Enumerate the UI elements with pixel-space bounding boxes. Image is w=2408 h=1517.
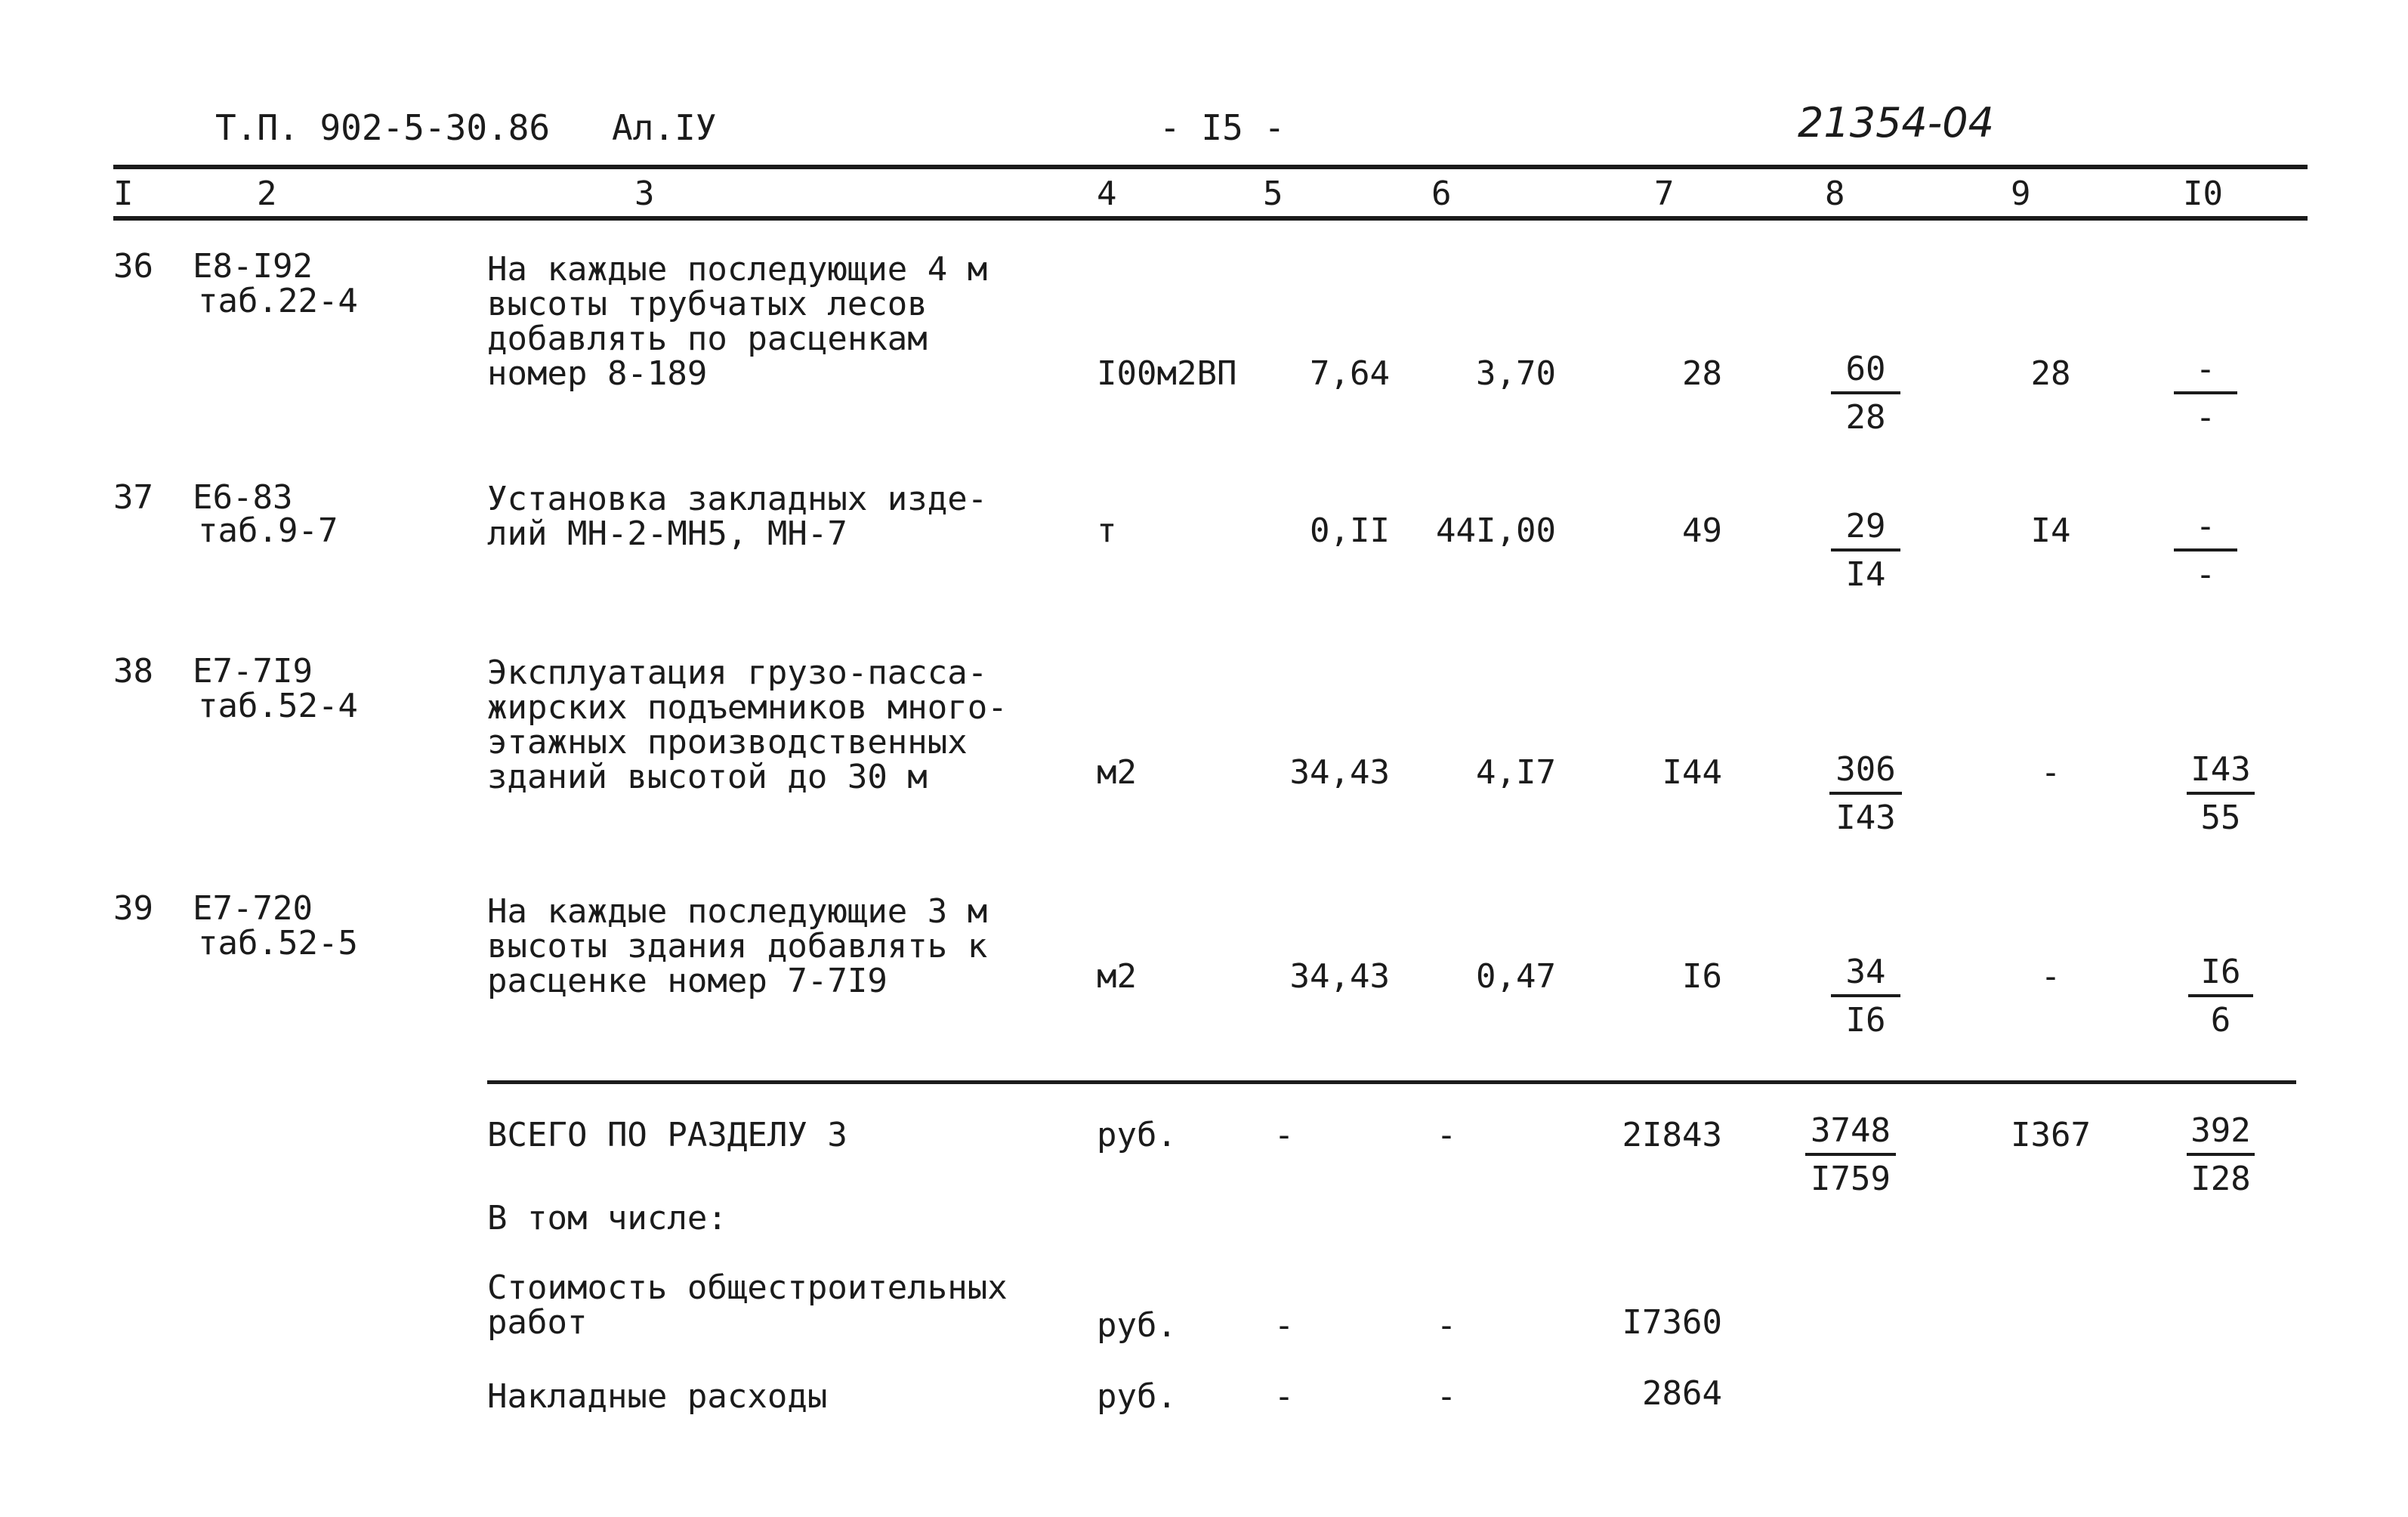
rate-table: таб.52-5 [198, 924, 358, 962]
work-description: На каждые последующие 3 м высоты здания добавлять к расценке номер 7-7I9 [487, 892, 988, 1000]
unit-price: - [1436, 1116, 1457, 1154]
column-number: 8 [1825, 175, 1845, 213]
col10-fraction: 392 I28 [2145, 1109, 2296, 1200]
quantity: 0,II [1310, 511, 1390, 550]
col10-fraction: - - [2130, 505, 2281, 595]
unit: руб. [1097, 1116, 1177, 1154]
row-number: 39 [113, 889, 153, 928]
column-number: 7 [1654, 175, 1675, 213]
total-cost: I44 [1662, 753, 1722, 792]
totals-divider [487, 1080, 2296, 1084]
total-cost: 2864 [1642, 1374, 1722, 1413]
unit: м2 [1097, 753, 1137, 792]
unit-price: 44I,00 [1436, 511, 1556, 550]
column-number: 3 [634, 175, 655, 213]
column-number: 9 [2011, 175, 2031, 213]
quantity: - [1273, 1116, 1295, 1154]
total-cost: 49 [1682, 511, 1722, 550]
col9-value: I367 [2011, 1116, 2091, 1154]
col10-fraction: I43 55 [2145, 748, 2296, 839]
unit: т [1097, 511, 1117, 550]
rate-table: таб.9-7 [198, 511, 338, 550]
unit-price: - [1436, 1377, 1457, 1416]
subtotal-label: Накладные расходы [487, 1377, 828, 1416]
col10-fraction: I6 6 [2145, 950, 2296, 1041]
total-cost: I7360 [1622, 1303, 1722, 1342]
unit-price: 4,I7 [1476, 753, 1556, 792]
rate-code: Е8-I92 [193, 247, 313, 286]
document-code: Т.П. 902-5-30.86 [215, 107, 551, 148]
header-bottom-rule [113, 216, 2308, 221]
col9-value: 28 [2030, 354, 2071, 393]
column-number: 5 [1263, 175, 1283, 213]
col8-fraction: 306 I43 [1790, 748, 1941, 839]
rate-code: Е7-720 [193, 889, 313, 928]
col8-fraction: 29 I4 [1790, 505, 1941, 595]
work-description: На каждые последующие 4 м высоты трубчатых лесов добавлять по расценкам номер 8-189 [487, 250, 988, 393]
header-top-rule [113, 165, 2308, 169]
unit-price: 0,47 [1476, 957, 1556, 996]
unit-price: 3,70 [1476, 354, 1556, 393]
row-number: 37 [113, 478, 153, 517]
unit: м2 [1097, 957, 1137, 996]
work-description: Установка закладных изде- лий МН-2-МН5, МН-7 [487, 480, 988, 553]
column-number: 6 [1431, 175, 1452, 213]
rate-code: Е7-7I9 [193, 652, 313, 691]
quantity: 34,43 [1289, 753, 1390, 792]
quantity: - [1273, 1306, 1295, 1345]
col9-value: - [2040, 957, 2061, 996]
unit-price: - [1436, 1306, 1457, 1345]
unit: руб. [1097, 1377, 1177, 1416]
col8-fraction: 60 28 [1790, 348, 1941, 438]
col9-value: - [2040, 753, 2061, 792]
including-label: В том числе: [487, 1199, 727, 1237]
col8-fraction: 34 I6 [1790, 950, 1941, 1041]
quantity: 7,64 [1310, 354, 1390, 393]
column-number: I [113, 175, 134, 213]
col10-fraction: - - [2130, 348, 2281, 438]
total-cost: I6 [1682, 957, 1722, 996]
archive-number: 21354-04 [1798, 99, 1994, 147]
col9-value: I4 [2030, 511, 2071, 550]
unit: I00м2ВП [1097, 354, 1237, 393]
column-number: 2 [257, 175, 277, 213]
work-description: Эксплуатация грузо-пасса- жирских подъемников много- этажных производственных зданий высотой до 30 м [487, 653, 1008, 796]
album-label: Ал.IУ [612, 107, 717, 148]
rate-code: Е6-83 [193, 478, 293, 517]
totals-label: ВСЕГО ПО РАЗДЕЛУ 3 [487, 1116, 847, 1154]
unit: руб. [1097, 1306, 1177, 1345]
column-number: 4 [1097, 175, 1117, 213]
subtotal-label: Стоимость общестроительных работ [487, 1268, 1008, 1342]
column-number: I0 [2183, 175, 2223, 213]
row-number: 36 [113, 247, 153, 286]
col8-fraction: 3748 I759 [1775, 1109, 1926, 1200]
total-cost: 28 [1682, 354, 1722, 393]
page-number: - I5 - [1159, 107, 1286, 148]
rate-table: таб.52-4 [198, 687, 358, 725]
total-cost: 2I843 [1622, 1116, 1722, 1154]
quantity: - [1273, 1377, 1295, 1416]
rate-table: таб.22-4 [198, 282, 358, 320]
row-number: 38 [113, 652, 153, 691]
quantity: 34,43 [1289, 957, 1390, 996]
